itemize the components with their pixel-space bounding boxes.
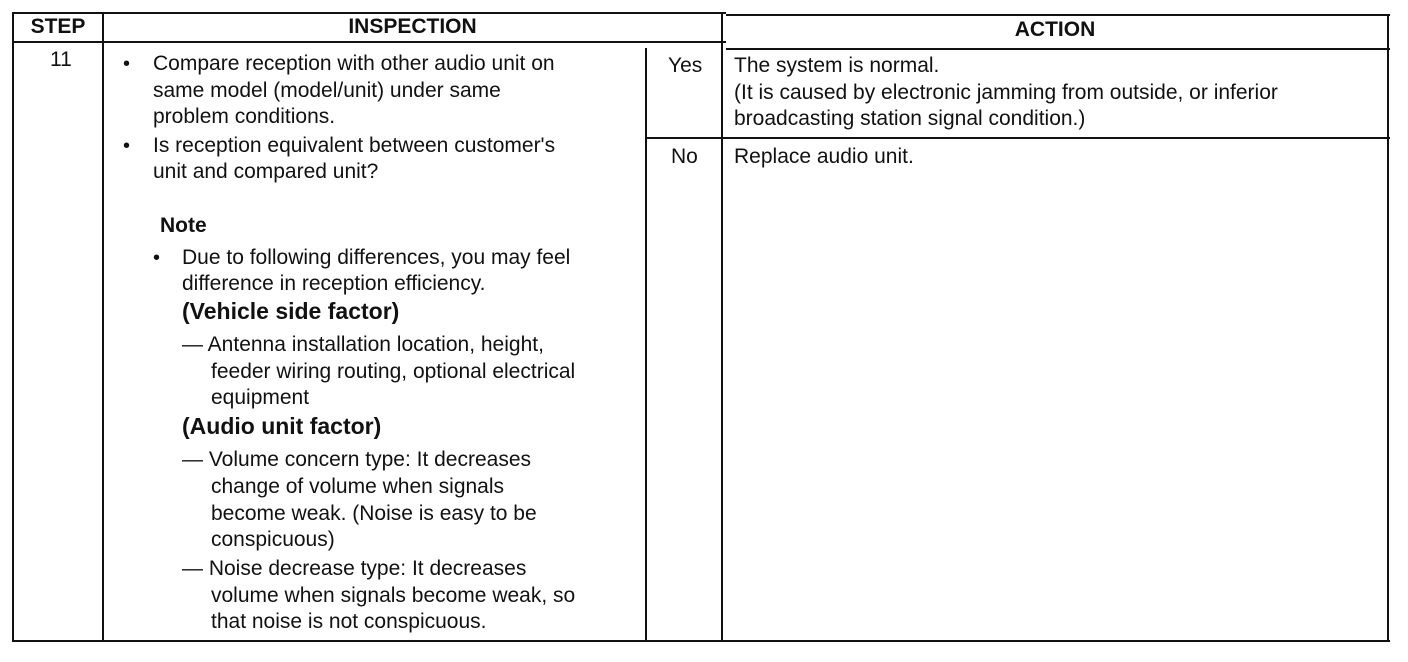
table-top-border [12, 12, 726, 14]
vehicle-item-line-2: feeder wiring routing, optional electrical [211, 360, 576, 383]
audio-item-2-line-2: volume when signals become weak, so [211, 584, 576, 607]
bullet-dot: • [123, 135, 131, 157]
audio-item-1-line-2: change of volume when signals [211, 475, 505, 498]
action-column-divider [721, 12, 723, 642]
action-no-line-1: Replace audio unit. [734, 145, 914, 168]
inspection-bullet-2-line-2: unit and compared unit? [153, 160, 379, 183]
left-border [12, 12, 14, 642]
inspection-bullet-1-line-1: Compare reception with other audio unit on [153, 52, 555, 75]
header-divider-action [726, 48, 1390, 50]
header-action: ACTION [1014, 18, 1096, 41]
inspection-bullet-1-line-3: problem conditions. [153, 105, 336, 128]
bullet-dot: • [153, 247, 161, 269]
answer-yes: Yes [668, 54, 703, 77]
action-yes-line-1: The system is normal. [734, 54, 940, 77]
header-step: STEP [30, 15, 86, 38]
audio-item-1-line-3: become weak. (Noise is easy to be [211, 502, 537, 525]
table-bottom-border [12, 640, 1390, 642]
bullet-dot: • [123, 53, 131, 75]
note-bullet-line-1: Due to following differences, you may feel [182, 246, 571, 269]
answer-no: No [671, 145, 698, 168]
audio-item-1-line-1: — Volume concern type: It decreases [182, 448, 532, 471]
vehicle-item-line-3: equipment [211, 386, 310, 409]
header-inspection: INSPECTION [348, 15, 477, 38]
audio-item-1-line-4: conspicuous) [211, 528, 335, 551]
note-title: Note [160, 214, 207, 237]
audio-item-2-line-1: — Noise decrease type: It decreases [182, 557, 527, 580]
answer-column-divider [645, 48, 647, 642]
yes-no-divider [646, 137, 1390, 139]
step-column-divider [102, 12, 104, 642]
note-bullet-line-2: difference in reception efficiency. [182, 272, 486, 295]
audio-factor-title: (Audio unit factor) [182, 413, 382, 439]
header-divider [12, 41, 726, 43]
inspection-bullet-1-line-2: same model (model/unit) under same [153, 79, 501, 102]
action-yes-line-3: broadcasting station signal condition.) [734, 107, 1086, 130]
right-border [1387, 14, 1389, 642]
step-number: 11 [50, 48, 72, 71]
inspection-bullet-2-line-1: Is reception equivalent between customer's [153, 134, 556, 157]
table-top-border-action [726, 14, 1390, 16]
vehicle-item-line-1: — Antenna installation location, height, [182, 333, 544, 356]
action-yes-line-2: (It is caused by electronic jamming from outside, or inferior [734, 81, 1278, 104]
audio-item-2-line-3: that noise is not conspicuous. [211, 610, 487, 633]
vehicle-factor-title: (Vehicle side factor) [182, 298, 400, 324]
